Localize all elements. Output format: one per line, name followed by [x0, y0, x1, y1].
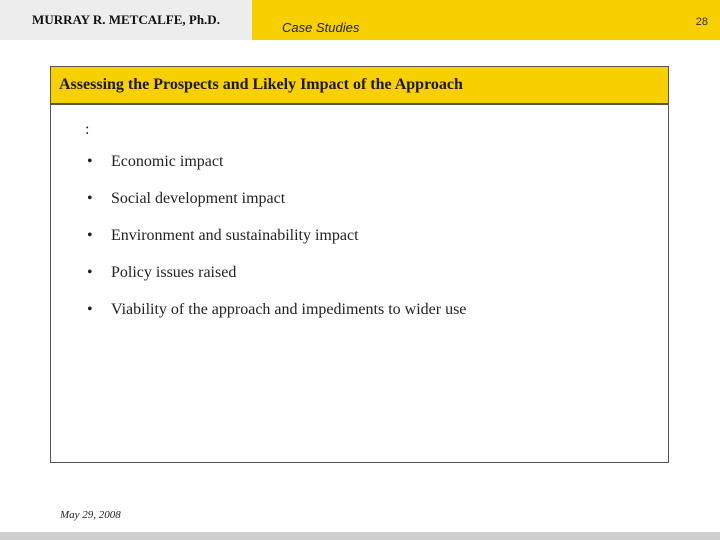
bullet-text: Viability of the approach and impediments to wider use: [111, 301, 467, 318]
bullet-icon: •: [87, 301, 93, 318]
page-number: 28: [695, 16, 708, 28]
bullet-icon: •: [87, 190, 93, 207]
bullet-text: Environment and sustainability impact: [111, 227, 359, 244]
list-item: [87, 153, 466, 190]
list-item: [87, 301, 466, 338]
bullet-icon: •: [87, 264, 93, 281]
intro-text: :: [85, 121, 90, 138]
bullet-text: Policy issues raised: [111, 264, 237, 281]
content-box: [50, 104, 669, 463]
bullet-text: Social development impact: [111, 190, 286, 207]
list-item: [87, 227, 466, 264]
bullet-text: Economic impact: [111, 153, 224, 170]
footer-date: May 29, 2008: [60, 509, 121, 521]
author-header: [0, 0, 252, 40]
list-item: [87, 264, 466, 301]
bullet-list: [87, 153, 466, 338]
slide-title: Assessing the Prospects and Likely Impact of the Approach: [59, 76, 463, 93]
list-item: [87, 190, 466, 227]
slide-title-bar: [50, 66, 669, 104]
section-label: Case Studies: [282, 20, 360, 35]
bullet-icon: •: [87, 227, 93, 244]
author-name: MURRAY R. METCALFE, Ph.D.: [32, 12, 220, 27]
bottom-bar: [0, 532, 720, 540]
bullet-icon: •: [87, 153, 93, 170]
